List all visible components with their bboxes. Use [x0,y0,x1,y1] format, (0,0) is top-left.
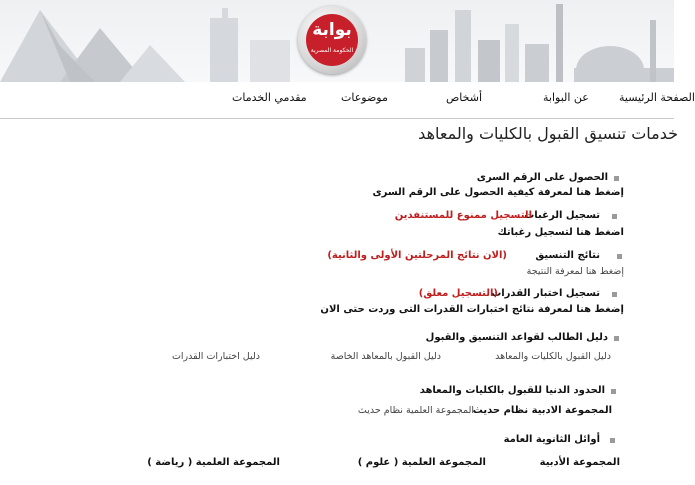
bullet-icon [612,292,617,297]
bullet-icon [611,389,616,394]
wishes-status: التسجيل ممنوع للمستنفدين [394,210,532,221]
top-students-literary[interactable]: المجموعة الأدبية [539,457,620,468]
top-students-math[interactable]: المجموعة العلمية ( رياضة ) [147,457,280,468]
min-limits-scientific[interactable]: المجموعة العلمية نظام حديث [357,405,474,416]
page-title: خدمات تنسيق القبول بالكليات والمعاهد [418,124,678,143]
bullet-icon [614,176,619,181]
secret-number-title[interactable]: الحصول على الرقم السرى [476,172,608,183]
aptitude-link[interactable]: إضغط هنا لمعرفة نتائج اختبارات القدرات التى وردت حتى الان [320,304,624,315]
top-students-science[interactable]: المجموعة العلمية ( علوم ) [357,457,486,468]
aptitude-title[interactable]: تسجيل اختبار القدرات [491,288,600,299]
top-nav [0,82,695,119]
wishes-title[interactable]: تسجيل الرغبات [524,210,600,221]
bullet-icon [617,254,622,259]
logo-subtitle: الحكومة المصرية [310,47,354,54]
bullet-icon [610,438,615,443]
min-limits-literary[interactable]: المجموعة الادبية نظام حديث [472,405,612,416]
results-status: (الان نتائج المرحلتين الأولى والثانية) [327,250,507,261]
results-title[interactable]: نتائج التنسيق [535,250,600,261]
nav-topics[interactable]: موضوعات [341,91,388,104]
results-link[interactable]: إضغط هنا لمعرفة النتيجة [526,266,624,277]
min-limits-title: الحدود الدنيا للقبول بالكليات والمعاهد [419,385,605,396]
header-banner [0,0,674,82]
logo-badge [306,14,358,66]
aptitude-status: (التسجيل معلق) [418,288,498,299]
nav-people[interactable]: أشخاص [446,91,483,104]
logo-title: بوابة [312,20,352,40]
nav-home[interactable]: الصفحة الرئيسية [619,91,695,104]
bullet-icon [612,214,617,219]
bullet-icon [614,336,619,341]
wishes-link[interactable]: اضغط هنا لتسجيل رغباتك [497,227,624,238]
top-students-title: أوائل الثانوية العامة [503,434,600,445]
guide-link-aptitude-tests[interactable]: دليل اختبارات القدرات [171,351,260,362]
guide-link-colleges[interactable]: دليل القبول بالكليات والمعاهد [495,351,611,362]
site-logo[interactable] [298,6,366,74]
guide-link-private-institutes[interactable]: دليل القبول بالمعاهد الخاصة [330,351,441,362]
guide-title: دليل الطالب لقواعد التنسيق والقبول [425,332,608,343]
secret-number-link[interactable]: إضغط هنا لمعرفة كيفية الحصول على الرقم السرى [372,187,624,198]
nav-about[interactable]: عن البوابة [543,91,589,104]
nav-service-providers[interactable]: مقدمي الخدمات [232,91,307,104]
